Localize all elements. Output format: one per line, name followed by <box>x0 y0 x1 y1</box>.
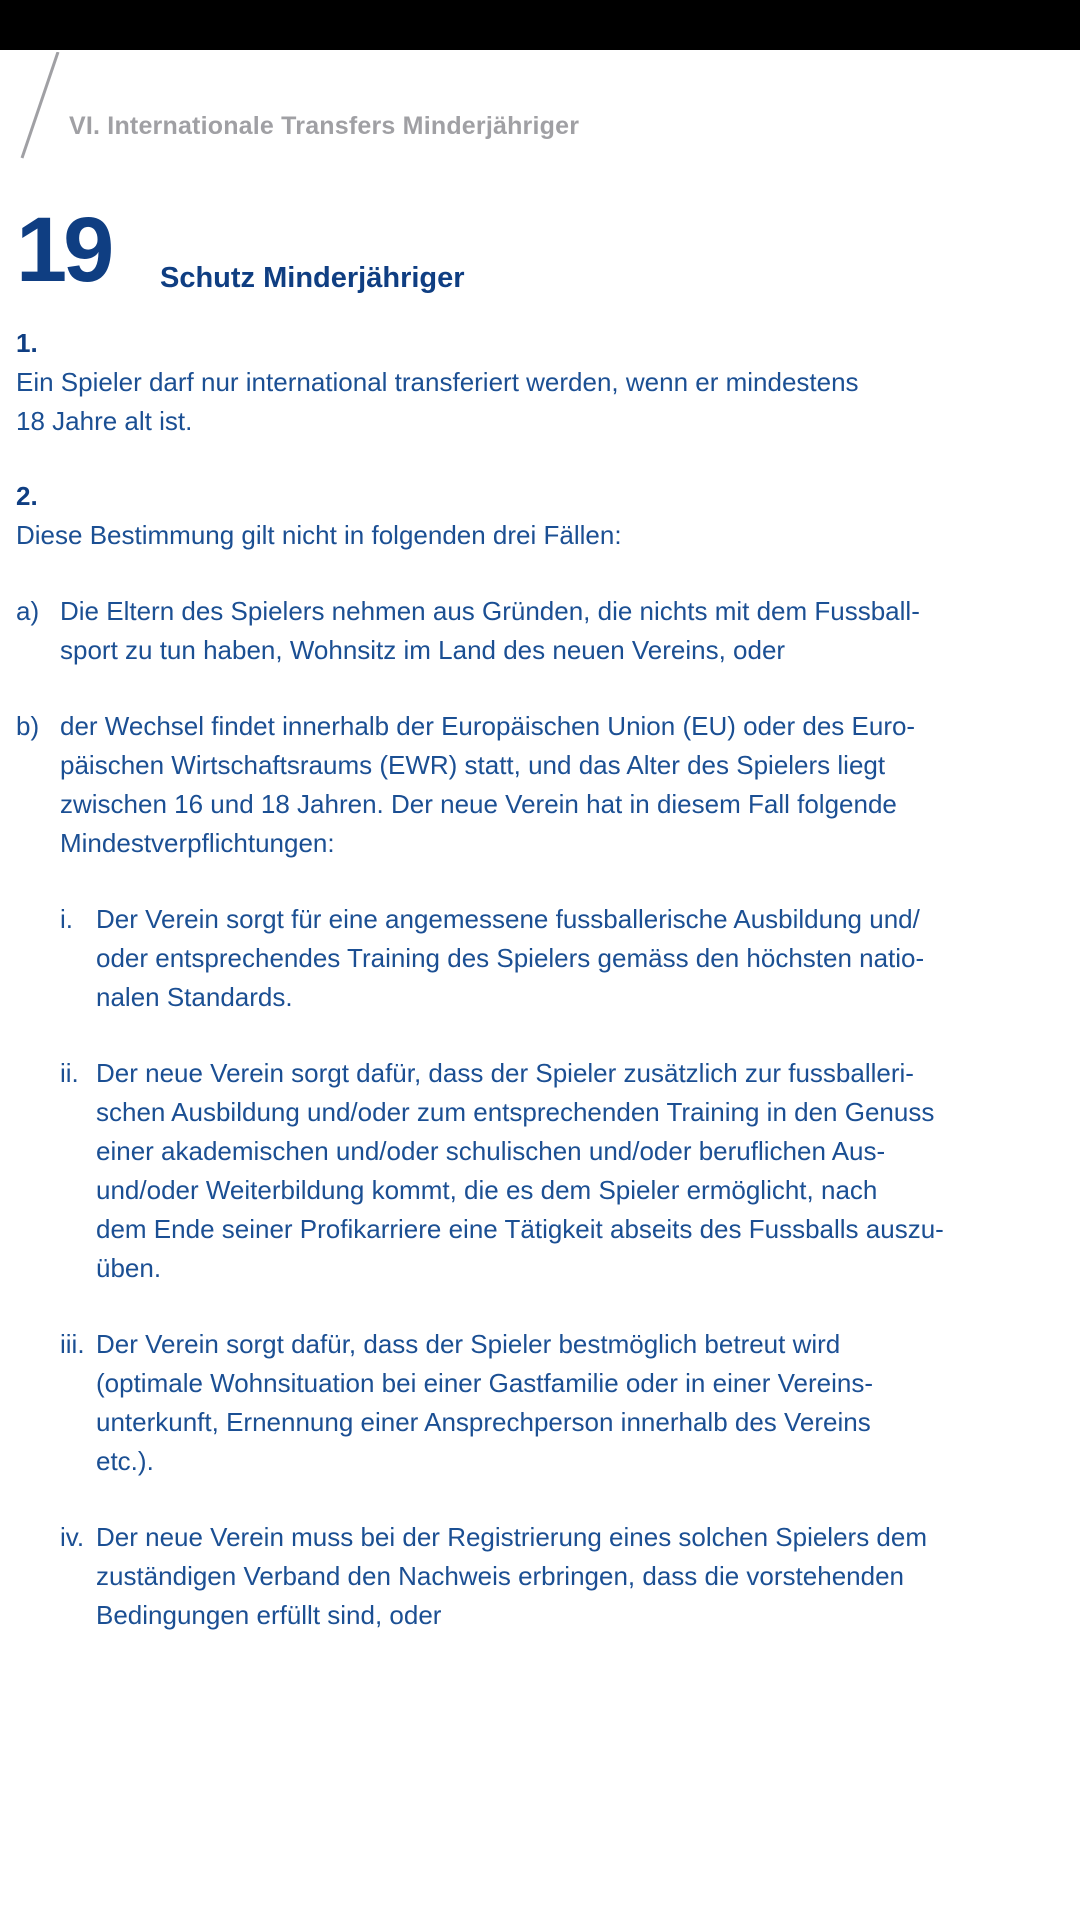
list-item-line: päischen Wirtschaftsraums (EWR) statt, und das Alter des Spielers liegt <box>60 750 886 780</box>
sub-item-line: Bedingungen erfüllt sind, oder <box>96 1600 442 1630</box>
list-item-line: sport zu tun haben, Wohnsitz im Land des neuen Vereins, oder <box>60 635 786 665</box>
section-title: VI. Internationale Transfers Minderjähriger <box>69 112 580 140</box>
sub-marker: i. <box>60 904 73 934</box>
sub-item-line: einer akademischen und/oder schulischen und/oder beruflichen Aus- <box>96 1136 886 1166</box>
sub-item-line: unterkunft, Ernennung einer Ansprechperson innerhalb des Vereins <box>96 1407 871 1437</box>
list-item-b <box>16 707 1016 863</box>
sub-item-line: nalen Standards. <box>96 982 293 1012</box>
paragraph-number-1: 1. <box>16 328 38 358</box>
list-item-line: zwischen 16 und 18 Jahren. Der neue Verein hat in diesem Fall folgende <box>60 789 897 819</box>
sub-item-line: üben. <box>96 1253 162 1283</box>
sub-item-line: oder entsprechendes Training des Spielers gemäss den höchsten natio- <box>96 943 925 973</box>
list-item-line: Mindestverpflichtungen: <box>60 828 335 858</box>
list-item-line: der Wechsel findet innerhalb der Europäischen Union (EU) oder des Euro- <box>60 711 916 741</box>
list-item-a <box>16 592 1016 670</box>
article-body <box>16 324 1016 1635</box>
sub-item-line: Der neue Verein sorgt dafür, dass der Spieler zusätzlich zur fussballeri- <box>96 1058 914 1088</box>
sub-item-line: zuständigen Verband den Nachweis erbringen, dass die vorstehenden <box>96 1561 904 1591</box>
sub-item-line: und/oder Weiterbildung kommt, die es dem Spieler ermöglicht, nach <box>96 1175 878 1205</box>
sub-marker: iv. <box>60 1522 85 1552</box>
paragraph-number-2: 2. <box>16 481 38 511</box>
list-item-line: Die Eltern des Spielers nehmen aus Gründen, die nichts mit dem Fussball- <box>60 596 920 626</box>
section-slash-decoration <box>20 52 60 162</box>
sub-item-line: Der Verein sorgt dafür, dass der Spieler bestmöglich betreut wird <box>96 1329 841 1359</box>
top-bar <box>0 0 1080 50</box>
sub-marker: iii. <box>60 1329 85 1359</box>
paragraph-2-text: Diese Bestimmung gilt nicht in folgenden drei Fällen: <box>16 520 622 550</box>
sub-item-iii <box>60 1325 1016 1481</box>
paragraph-1-line-1: Ein Spieler darf nur international transferiert werden, wenn er mindestens <box>16 367 859 397</box>
sub-item-i <box>60 900 1016 1017</box>
list-marker: a) <box>16 596 40 626</box>
sub-marker: ii. <box>60 1058 79 1088</box>
article-title: Schutz Minderjähriger <box>160 262 465 294</box>
paragraph-1-line-2: 18 Jahre alt ist. <box>16 406 193 436</box>
sub-item-line: Der Verein sorgt für eine angemessene fussballerische Ausbildung und/ <box>96 904 920 934</box>
sub-item-iv <box>60 1518 1016 1635</box>
sub-item-line: (optimale Wohnsituation bei einer Gastfamilie oder in einer Vereins- <box>96 1368 874 1398</box>
list-marker: b) <box>16 711 40 741</box>
sub-item-line: Der neue Verein muss bei der Registrierung eines solchen Spielers dem <box>96 1522 927 1552</box>
sub-item-line: schen Ausbildung und/oder zum entsprechenden Training in den Genuss <box>96 1097 935 1127</box>
sub-item-ii <box>60 1054 1016 1288</box>
article-number: 19 <box>16 199 111 301</box>
sub-item-line: etc.). <box>96 1446 154 1476</box>
sub-item-line: dem Ende seiner Profikarriere eine Tätigkeit abseits des Fussballs auszu- <box>96 1214 944 1244</box>
